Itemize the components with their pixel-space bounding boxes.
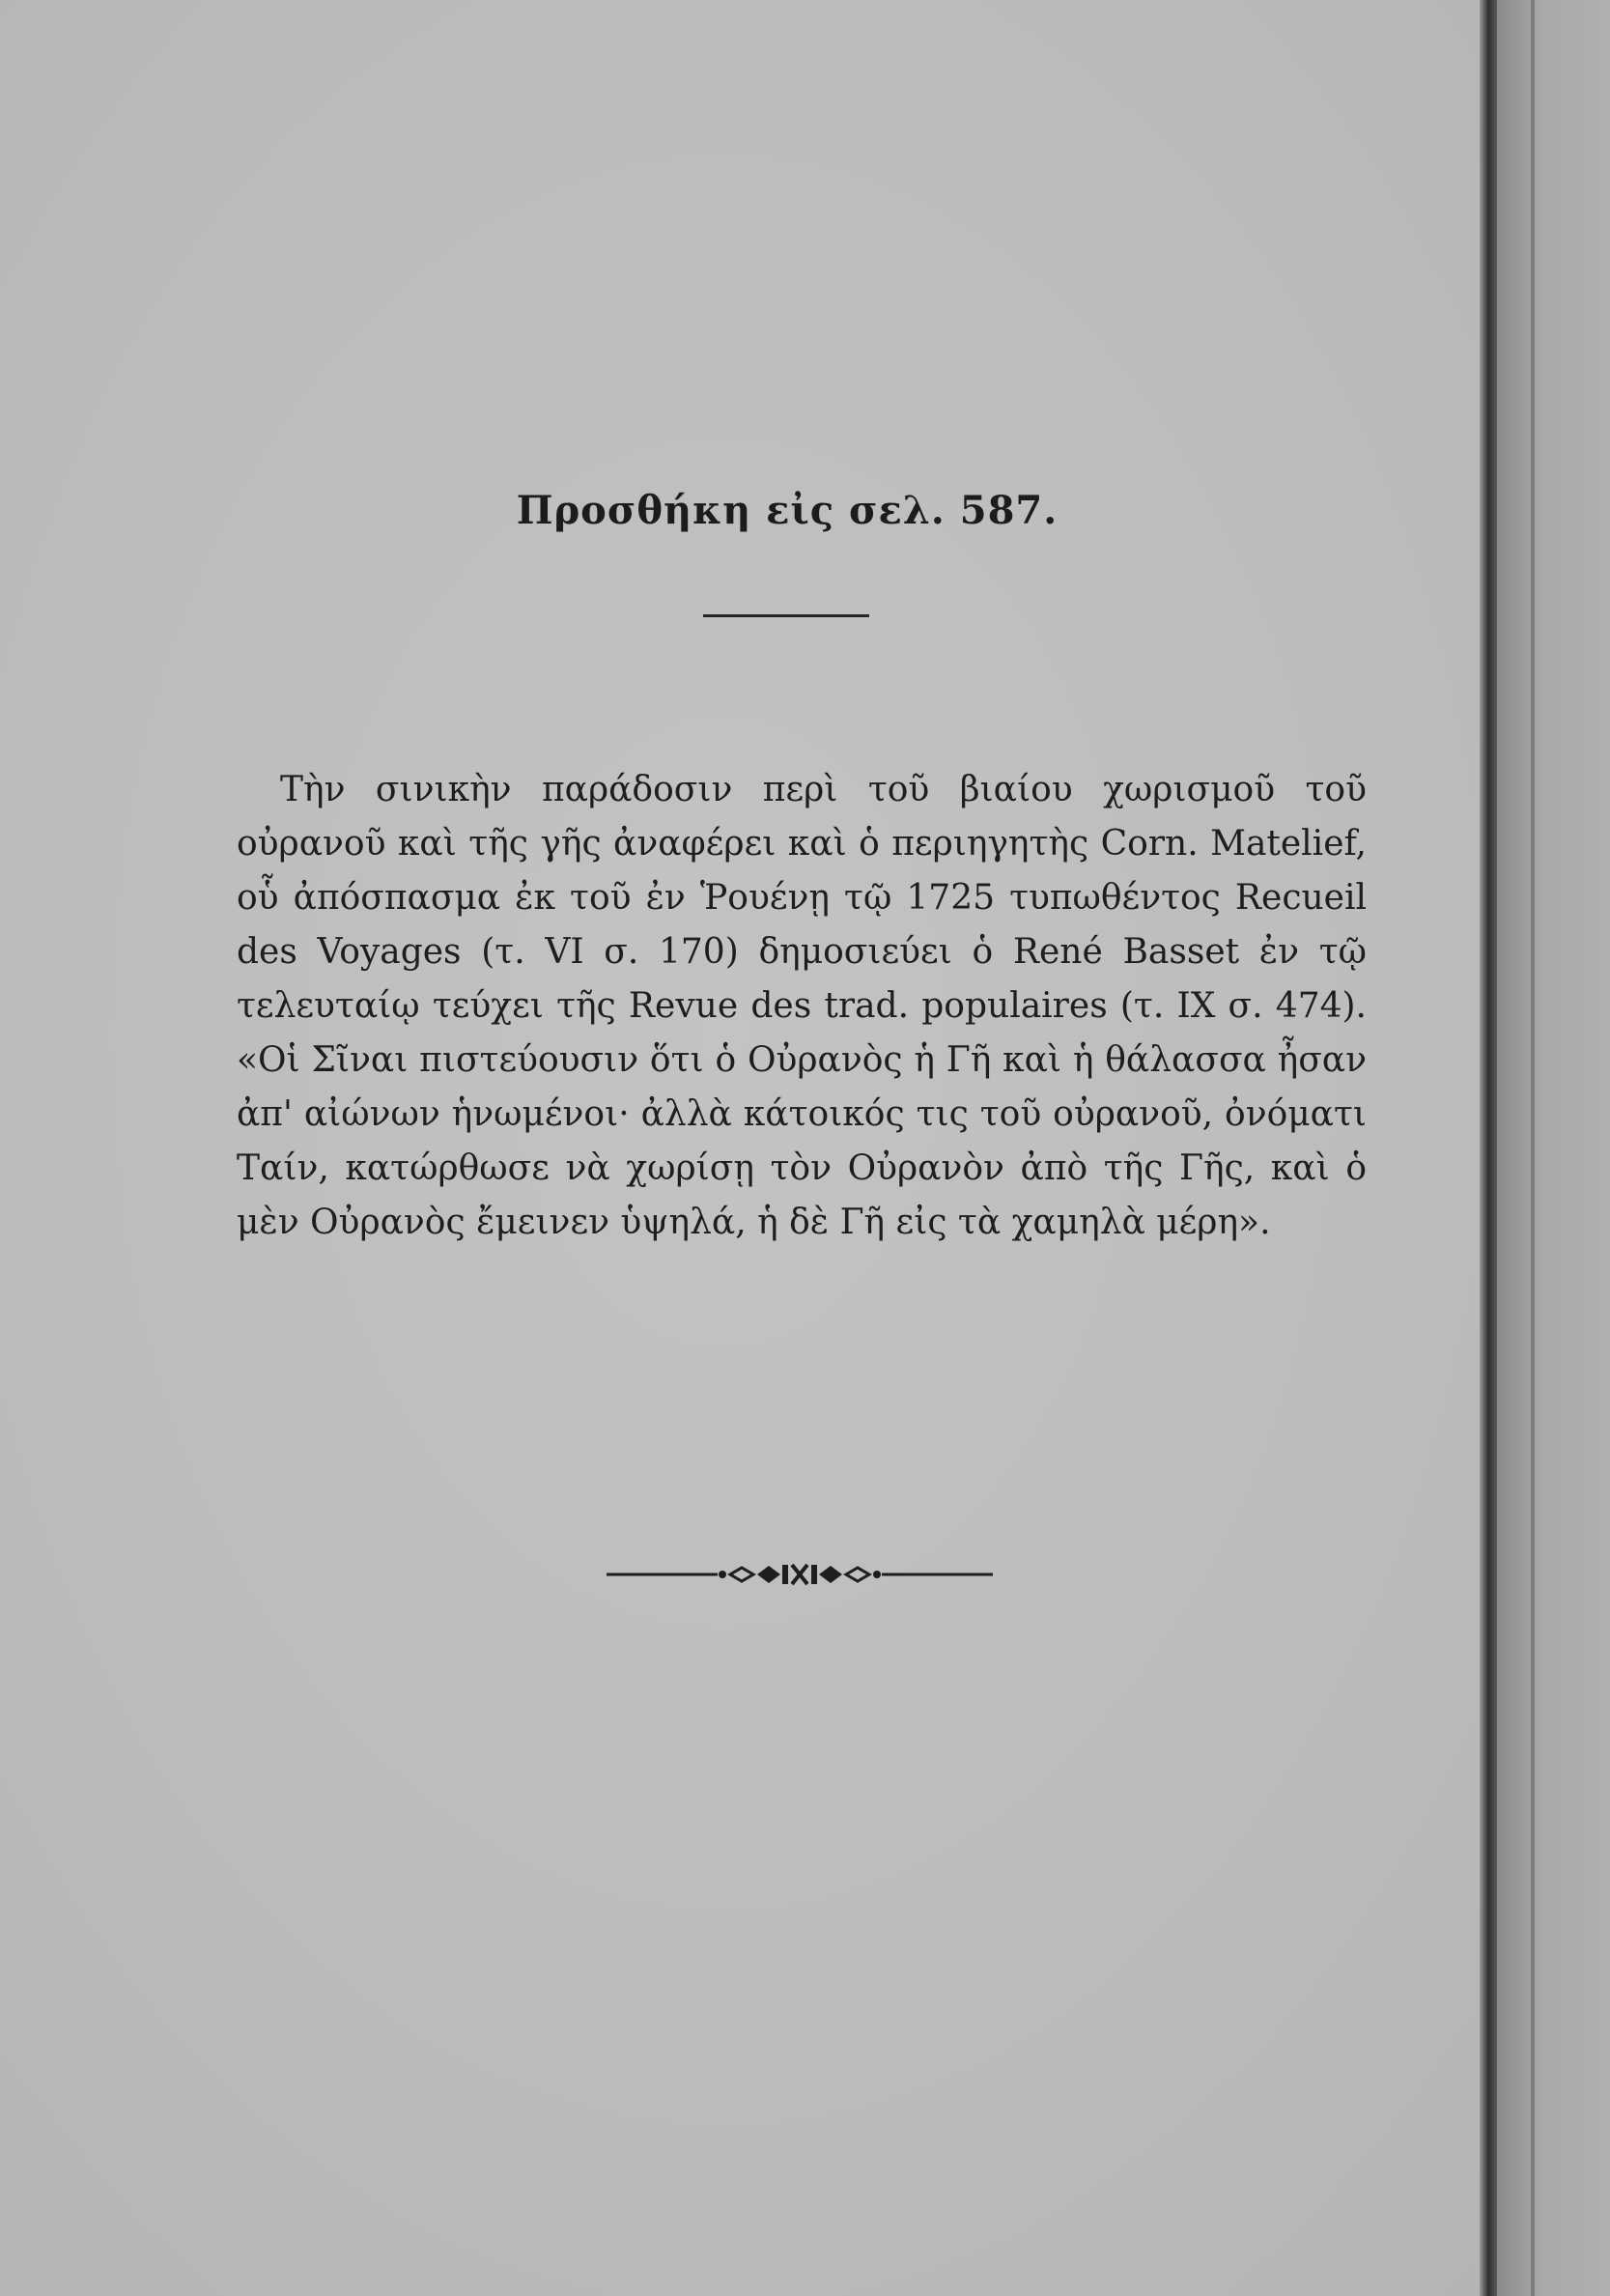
facing-page-line	[1531, 0, 1535, 2296]
heading-divider	[703, 614, 869, 617]
end-ornament-icon	[607, 1555, 993, 1594]
page-heading: Προσθήκη εἰς σελ. 587.	[516, 488, 1059, 533]
facing-page-edge	[1497, 0, 1610, 2296]
body-paragraph: Τὴν σινικὴν παράδοσιν περὶ τοῦ βιαίου χωρισμοῦ τοῦ οὐρανοῦ καὶ τῆς γῆς ἀναφέρει καὶ ὁ περιηγητὴς Corn. Matelief, οὗ ἀπόσπασμα ἐκ τοῦ ἐν Ῥουένῃ τῷ 1725 τυπωθέντος Recueil des Voyages (τ. VI σ. 170) δημοσιεύει ὁ René Basset ἐν τῷ τελευταίῳ τεύχει τῆς Revue des trad. populaires (τ. IX σ. 474). «Οἱ Σῖναι πιστεύουσιν ὅτι ὁ Οὐρανὸς ἡ Γῆ καὶ ἡ θάλασσα ἦσαν ἀπ' αἰώνων ἡνωμένοι· ἀλλὰ κάτοικός τις τοῦ οὐρανοῦ, ὀνόματι Ταίν, κατώρθωσε νὰ χωρίσῃ τὸν Οὐρανὸν ἀπὸ τῆς Γῆς, καὶ ὁ μὲν Οὐρανὸς ἔμεινεν ὑψηλά, ἡ δὲ Γῆ εἰς τὰ χαμηλὰ μέρη».	[237, 770, 1367, 1242]
book-spine-shadow	[1480, 0, 1497, 2296]
